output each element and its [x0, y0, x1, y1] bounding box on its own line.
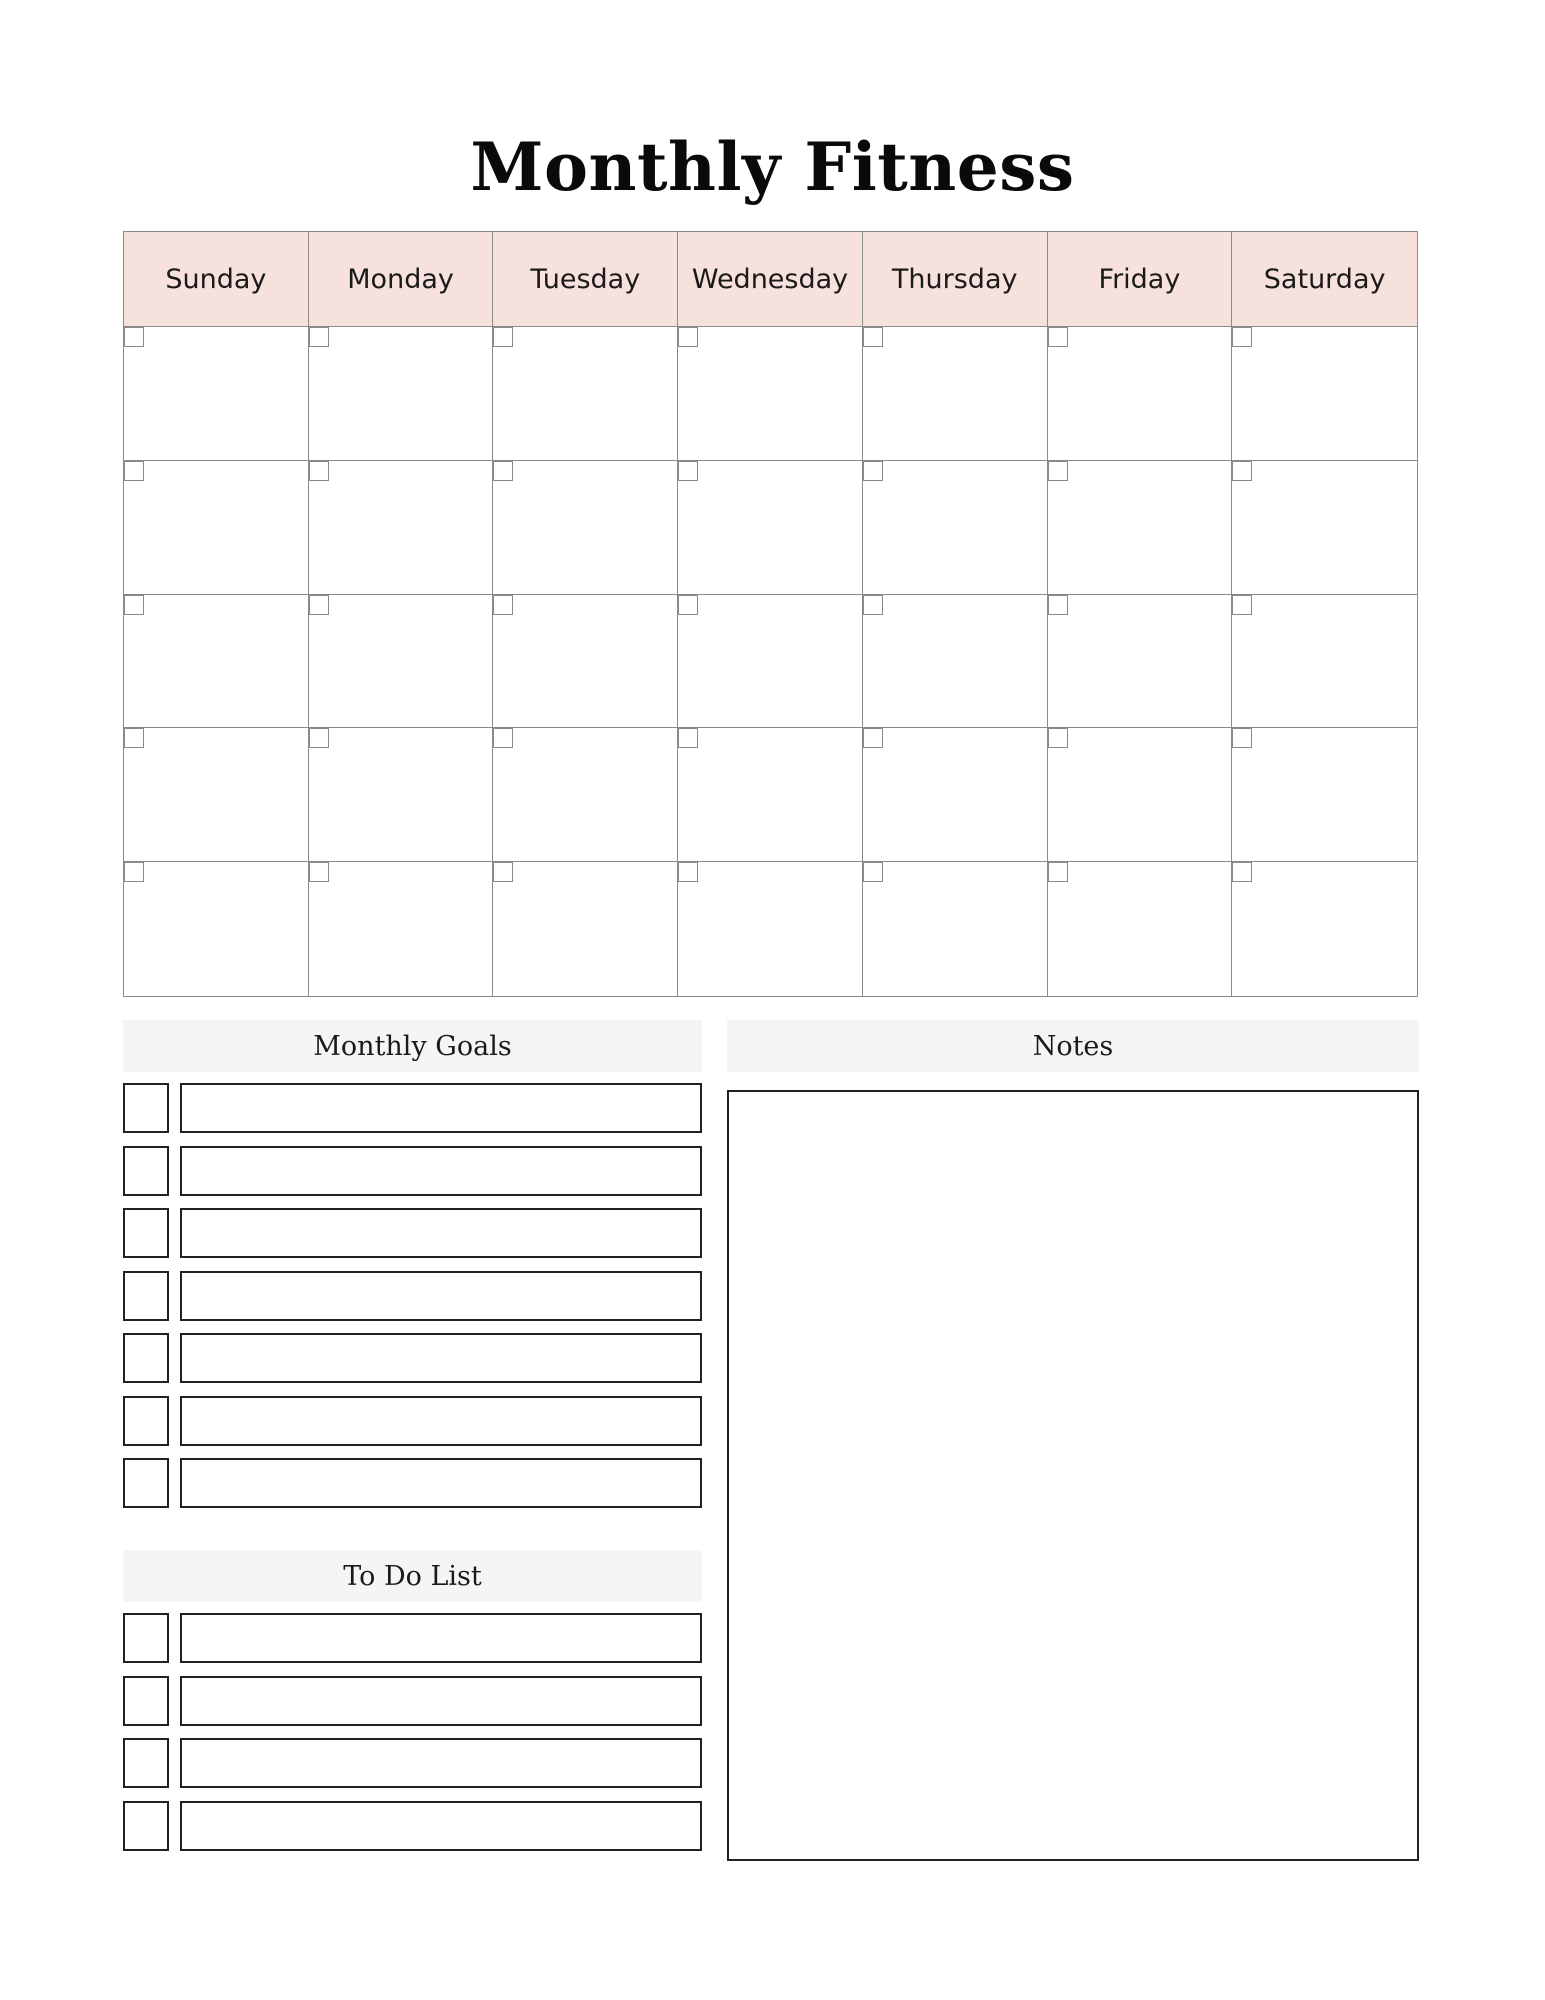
day-checkbox[interactable]: [1232, 595, 1252, 615]
day-checkbox[interactable]: [863, 862, 883, 882]
day-checkbox[interactable]: [863, 728, 883, 748]
calendar-day-cell[interactable]: [1048, 862, 1233, 996]
todo-row: [123, 1613, 702, 1663]
calendar-day-cell[interactable]: [493, 595, 678, 729]
calendar-day-cell[interactable]: [863, 728, 1048, 862]
monthly-goals-list: [123, 1083, 702, 1521]
calendar-day-cell[interactable]: [1232, 862, 1417, 996]
calendar-day-cell[interactable]: [1048, 595, 1233, 729]
goal-checkbox[interactable]: [123, 1396, 169, 1446]
goal-text-field[interactable]: [180, 1396, 702, 1446]
goal-text-field[interactable]: [180, 1333, 702, 1383]
day-checkbox[interactable]: [1232, 862, 1252, 882]
calendar-day-cell[interactable]: [124, 728, 309, 862]
calendar-day-cell[interactable]: [493, 728, 678, 862]
goal-checkbox[interactable]: [123, 1146, 169, 1196]
todo-text-field[interactable]: [180, 1738, 702, 1788]
day-checkbox[interactable]: [1048, 461, 1068, 481]
calendar-day-cell[interactable]: [863, 595, 1048, 729]
calendar-day-cell[interactable]: [124, 595, 309, 729]
goal-text-field[interactable]: [180, 1083, 702, 1133]
calendar-day-cell[interactable]: [124, 327, 309, 461]
calendar-day-cell[interactable]: [124, 862, 309, 996]
goal-row: [123, 1083, 702, 1133]
day-checkbox[interactable]: [863, 327, 883, 347]
day-checkbox[interactable]: [309, 595, 329, 615]
calendar-day-cell[interactable]: [309, 595, 494, 729]
calendar-day-cell[interactable]: [1048, 327, 1233, 461]
day-checkbox[interactable]: [124, 595, 144, 615]
goal-row: [123, 1208, 702, 1258]
day-checkbox[interactable]: [678, 461, 698, 481]
calendar-day-cell[interactable]: [678, 595, 863, 729]
day-checkbox[interactable]: [1048, 327, 1068, 347]
todo-checkbox[interactable]: [123, 1676, 169, 1726]
day-checkbox[interactable]: [309, 327, 329, 347]
calendar-day-cell[interactable]: [678, 862, 863, 996]
goal-row: [123, 1333, 702, 1383]
calendar-day-cell[interactable]: [493, 461, 678, 595]
day-checkbox[interactable]: [124, 461, 144, 481]
goal-checkbox[interactable]: [123, 1083, 169, 1133]
calendar-day-cell[interactable]: [678, 461, 863, 595]
goal-checkbox[interactable]: [123, 1458, 169, 1508]
todo-checkbox[interactable]: [123, 1738, 169, 1788]
day-checkbox[interactable]: [1232, 327, 1252, 347]
calendar-day-cell[interactable]: [493, 327, 678, 461]
goal-checkbox[interactable]: [123, 1333, 169, 1383]
notes-heading: Notes: [727, 1020, 1419, 1072]
todo-list: [123, 1613, 702, 1863]
calendar-day-cell[interactable]: [1232, 327, 1417, 461]
day-checkbox[interactable]: [1232, 461, 1252, 481]
notes-area[interactable]: [727, 1090, 1419, 1861]
day-checkbox[interactable]: [678, 327, 698, 347]
calendar-day-cell[interactable]: [493, 862, 678, 996]
todo-text-field[interactable]: [180, 1676, 702, 1726]
day-checkbox[interactable]: [493, 595, 513, 615]
day-checkbox[interactable]: [1048, 728, 1068, 748]
calendar-body: [124, 327, 1417, 996]
day-checkbox[interactable]: [863, 461, 883, 481]
day-checkbox[interactable]: [493, 461, 513, 481]
goal-text-field[interactable]: [180, 1458, 702, 1508]
todo-text-field[interactable]: [180, 1801, 702, 1851]
day-header-saturday: Saturday: [1263, 263, 1386, 295]
calendar-grid: [123, 231, 1418, 997]
todo-row: [123, 1801, 702, 1851]
calendar-day-cell[interactable]: [863, 327, 1048, 461]
goal-checkbox[interactable]: [123, 1271, 169, 1321]
calendar-day-cell[interactable]: [863, 461, 1048, 595]
goal-row: [123, 1146, 702, 1196]
todo-list-heading: To Do List: [123, 1550, 702, 1602]
day-checkbox[interactable]: [124, 327, 144, 347]
calendar-day-cell[interactable]: [863, 862, 1048, 996]
calendar-day-cell[interactable]: [1232, 595, 1417, 729]
day-checkbox[interactable]: [1232, 728, 1252, 748]
day-checkbox[interactable]: [1048, 595, 1068, 615]
calendar-day-cell[interactable]: [309, 327, 494, 461]
todo-checkbox[interactable]: [123, 1801, 169, 1851]
day-checkbox[interactable]: [678, 595, 698, 615]
goal-text-field[interactable]: [180, 1208, 702, 1258]
todo-row: [123, 1738, 702, 1788]
calendar-day-cell[interactable]: [309, 862, 494, 996]
day-checkbox[interactable]: [493, 862, 513, 882]
day-header-sunday: Sunday: [124, 232, 309, 326]
calendar-day-cell[interactable]: [1232, 728, 1417, 862]
calendar-header: [124, 232, 1417, 327]
goal-row: [123, 1396, 702, 1446]
todo-text-field[interactable]: [180, 1613, 702, 1663]
day-checkbox[interactable]: [124, 862, 144, 882]
day-checkbox[interactable]: [863, 595, 883, 615]
day-checkbox[interactable]: [1048, 862, 1068, 882]
day-header-thursday: Thursday: [863, 232, 1048, 326]
day-header-tuesday: Tuesday: [493, 232, 678, 326]
day-checkbox[interactable]: [678, 728, 698, 748]
page-title: Monthly Fitness: [470, 128, 1075, 206]
goal-text-field[interactable]: [180, 1146, 702, 1196]
todo-row: [123, 1676, 702, 1726]
calendar-day-cell[interactable]: [309, 461, 494, 595]
calendar-day-cell[interactable]: [1048, 728, 1233, 862]
day-checkbox[interactable]: [124, 728, 144, 748]
calendar-day-cell[interactable]: [678, 327, 863, 461]
goal-row: [123, 1458, 702, 1508]
day-checkbox[interactable]: [493, 728, 513, 748]
calendar-day-cell[interactable]: [309, 728, 494, 862]
calendar-day-cell[interactable]: [1048, 461, 1233, 595]
goal-text-field[interactable]: [180, 1271, 702, 1321]
day-header-friday: Friday: [1048, 232, 1233, 326]
day-header-wednesday: Wednesday: [678, 232, 863, 326]
calendar-day-cell[interactable]: [124, 461, 309, 595]
day-checkbox[interactable]: [309, 461, 329, 481]
day-checkbox[interactable]: [678, 862, 698, 882]
day-checkbox[interactable]: [493, 327, 513, 347]
monthly-goals-heading: Monthly Goals: [123, 1020, 702, 1072]
todo-checkbox[interactable]: [123, 1613, 169, 1663]
goal-row: [123, 1271, 702, 1321]
calendar-day-cell[interactable]: [1232, 461, 1417, 595]
day-checkbox[interactable]: [309, 862, 329, 882]
goal-checkbox[interactable]: [123, 1208, 169, 1258]
day-header-monday: Monday: [309, 232, 494, 326]
calendar-day-cell[interactable]: [678, 728, 863, 862]
day-checkbox[interactable]: [309, 728, 329, 748]
